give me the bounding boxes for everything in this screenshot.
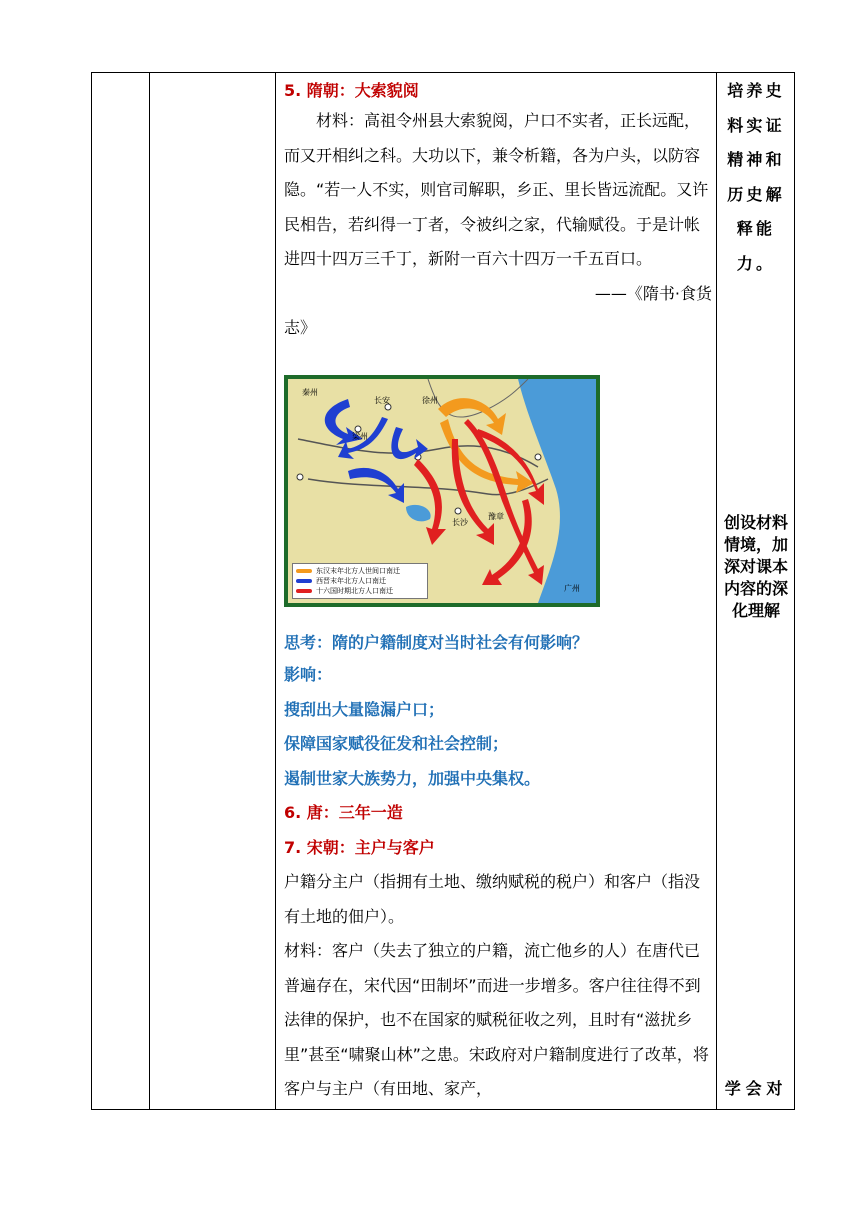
table-col-line-2: [149, 72, 150, 1110]
right-note-3: 学会对: [724, 1079, 788, 1098]
think-point-3: 遏制世家大族势力，加强中央集权。: [284, 768, 541, 788]
migration-map: [284, 375, 600, 607]
map-label-qinzhou: 秦州: [302, 388, 318, 397]
map-legend: [292, 563, 428, 599]
think-question: 思考：隋的户籍制度对当时社会有何影响？: [284, 633, 589, 652]
table-col-line-5: [794, 72, 795, 1110]
legend-item-red: 十六国时期北方人口南迁: [296, 586, 424, 596]
think-label: 影响：: [284, 665, 333, 684]
map-label-changan: 长安: [374, 396, 390, 405]
map-label-xuzhou: 徐州: [422, 396, 438, 405]
legend-item-blue: 西晋末年北方人口南迁: [296, 576, 424, 586]
right-note-2: 创设材料情境，加深对课本内容的深化理解: [723, 513, 788, 620]
table-col-line-3: [275, 72, 276, 1110]
right-note-1: 培养史料实证精神和历史解释能力。: [727, 81, 785, 273]
section6-heading: 6. 唐：三年一造: [284, 803, 403, 822]
main-content: [284, 72, 712, 346]
think-point-2: 保障国家赋役征发和社会控制；: [284, 734, 509, 753]
section7-intro: 户籍分主户（指拥有土地、缴纳赋税的税户）和客户（指没有土地的佃户）。: [284, 872, 701, 926]
think-point-1: 搜刮出大量隐漏户口；: [284, 699, 445, 719]
section7-material: 材料：客户（失去了独立的户籍，流亡他乡的人）在唐代已普遍存在，宋代因“田制坏”而进一步增多。客户往往得不到法律的保护，也不在国家的赋税征收之列，且时有“滋扰乡里”甚至“啸聚山林”之患。宋政府对户籍制度进行了改革，将客户与主户（有田地、家产，: [284, 941, 709, 1098]
table-bottom-border: [91, 1109, 795, 1110]
section5-source: [284, 277, 712, 346]
section5-heading: 5. 隋朝：大索貌阅: [284, 81, 419, 100]
table-col-line-4: [716, 72, 717, 1110]
section7-heading: 7. 宋朝：主户与客户: [284, 837, 435, 857]
legend-item-orange: 东汉末年北方人世间口南迁: [296, 566, 424, 576]
map-label-liangzhou: 梁州: [352, 432, 368, 441]
lower-content: [284, 624, 712, 1107]
source-line1: ——《隋书·食货: [594, 283, 712, 303]
table-col-line-1: [91, 72, 92, 1110]
source-line2: 志》: [284, 318, 317, 337]
map-label-changsha: 长沙: [452, 518, 468, 527]
map-label-guangzhou: 广州: [564, 584, 580, 593]
section5-material: 材料：高祖令州县大索貌阅，户口不实者，正长远配，而又开相纠之科。大功以下，兼令析籍，各为户头，以防容隐。“若一人不实，则官司解职，乡正、里长皆远流配。又许民相告，若纠得一丁者，令被纠之家，代输赋役。于是计帐进四十四万三千丁，新附一百六十四万一千五百口。: [284, 111, 709, 268]
map-label-yuzhang: 豫章: [488, 512, 504, 521]
